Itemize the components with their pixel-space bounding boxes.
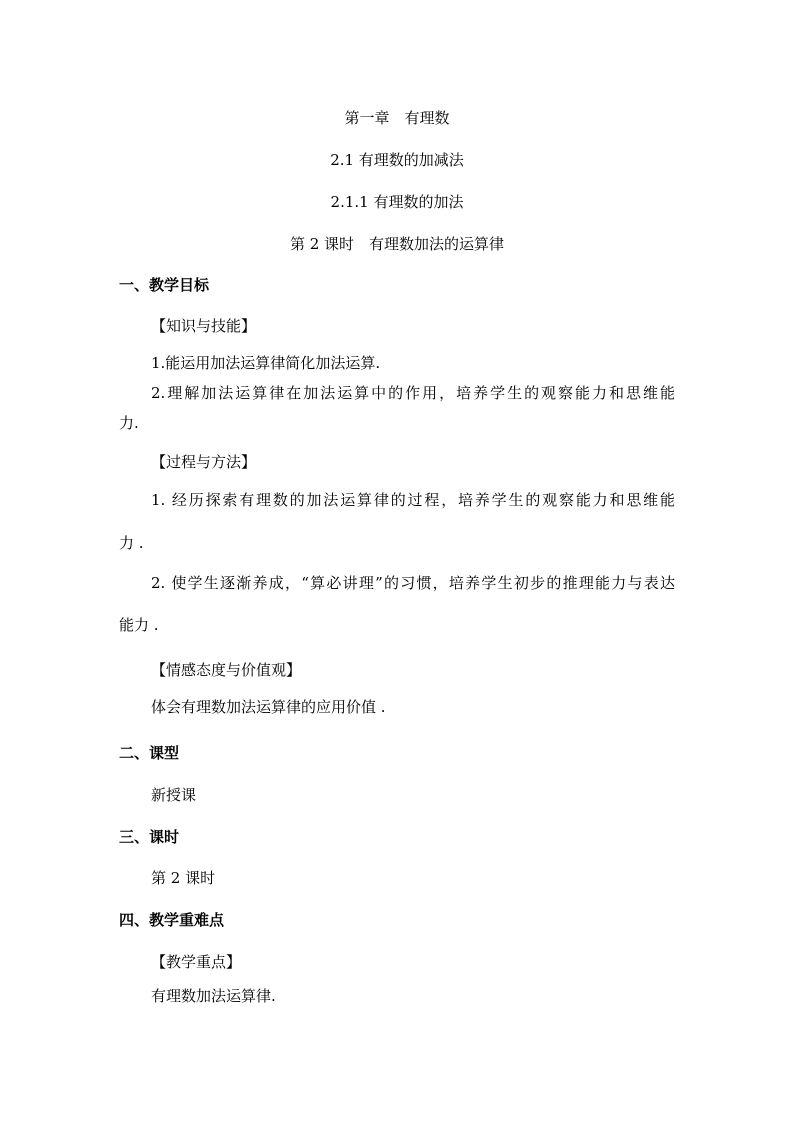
subsection-title: 2.1.1 有理数的加法: [330, 193, 464, 211]
knowledge-item-2-line-2: 力.: [119, 414, 139, 432]
section-title: 2.1 有理数的加减法: [330, 151, 464, 169]
period-heading: 三、课时: [119, 828, 180, 846]
chapter-title: 第一章 有理数: [344, 109, 450, 127]
keypoints-value: 有理数加法运算律.: [151, 987, 276, 1005]
goals-heading: 一、教学目标: [119, 276, 210, 294]
emotion-item-1: 体会有理数加法运算律的应用价值 .: [151, 698, 386, 716]
keypoints-heading: 四、教学重难点: [119, 911, 225, 929]
period-value: 第 2 课时: [151, 869, 216, 887]
process-label: 【过程与方法】: [151, 453, 257, 471]
knowledge-item-1: 1.能运用加法运算律简化加法运算.: [151, 354, 381, 372]
process-item-2-line-1: 2. 使学生逐渐养成，“算必讲理”的习惯，培养学生初步的推理能力与表达: [151, 574, 675, 592]
emotion-label: 【情感态度与价值观】: [151, 661, 302, 679]
process-item-1-line-2: 力 .: [119, 534, 144, 552]
type-value: 新授课: [151, 786, 197, 804]
keypoints-label: 【教学重点】: [151, 953, 242, 971]
type-heading: 二、课型: [119, 744, 180, 762]
process-item-1-line-1: 1. 经历探索有理数的加法运算律的过程，培养学生的观察能力和思维能: [151, 491, 675, 509]
knowledge-label: 【知识与技能】: [151, 317, 257, 335]
process-item-2-line-2: 能力 .: [119, 616, 159, 634]
knowledge-item-2-line-1: 2.理解加法运算律在加法运算中的作用，培养学生的观察能力和思维能: [151, 384, 675, 402]
lesson-title: 第 2 课时 有理数加法的运算律: [289, 235, 505, 253]
